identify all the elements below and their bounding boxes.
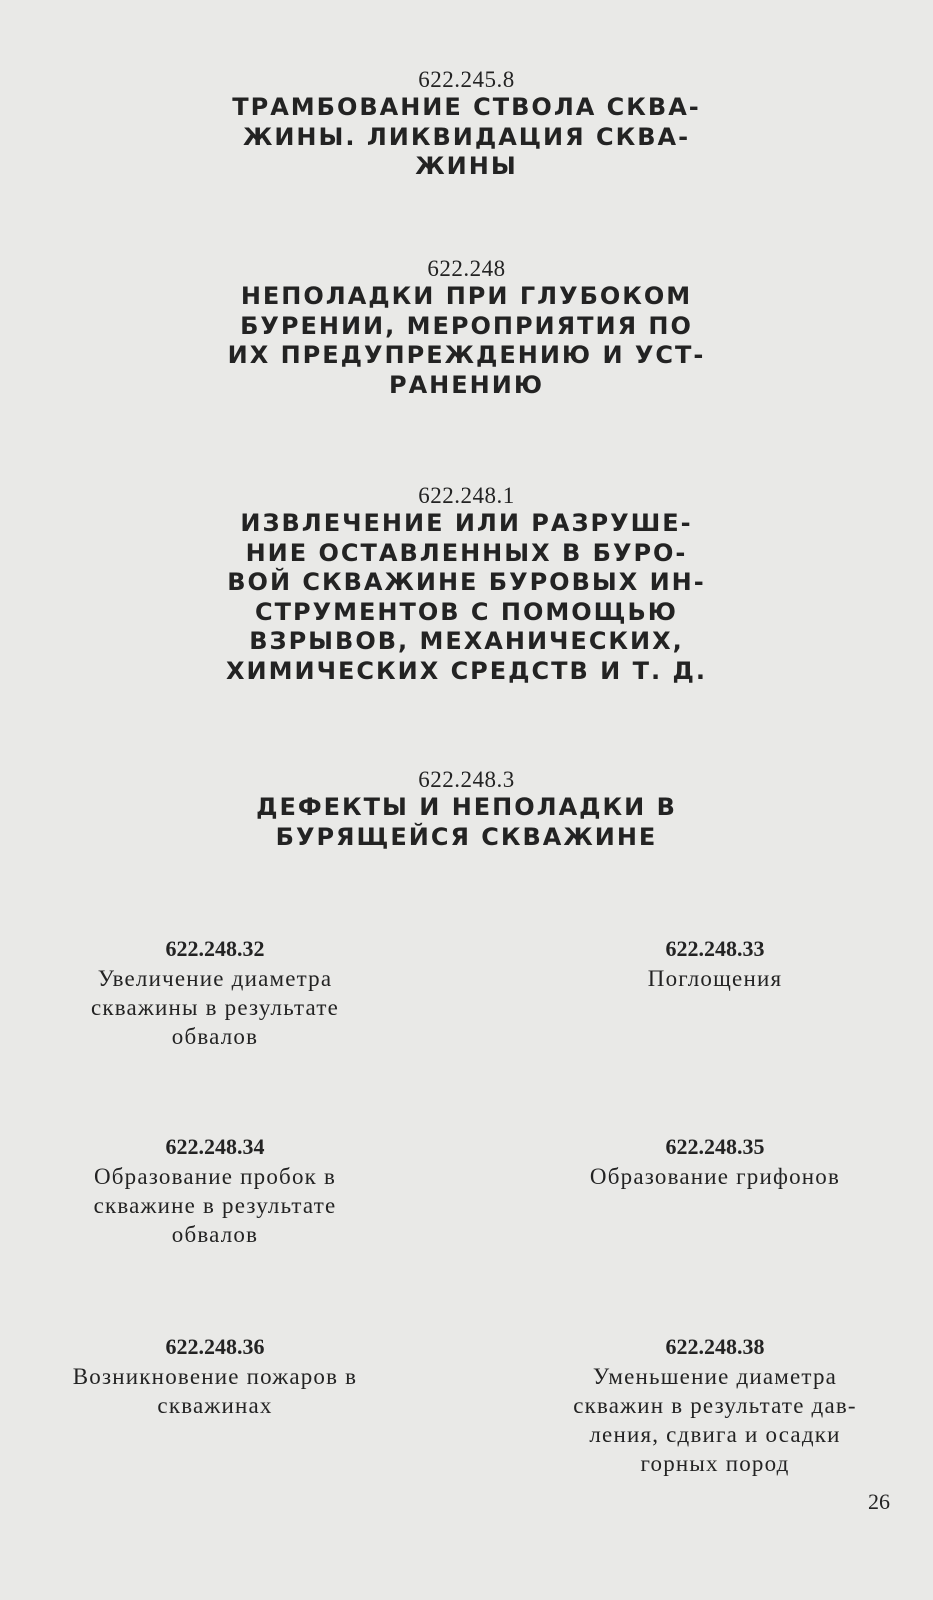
title-line: СТРУМЕНТОВ С ПОМОЩЬЮ — [255, 597, 678, 626]
entry-line: обвалов — [171, 1222, 259, 1247]
entry-line: скважинах — [157, 1393, 273, 1418]
page-number: 26 — [868, 1489, 890, 1514]
entry-line: Уменьшение диаметра — [592, 1364, 838, 1389]
entry-622-248-32 — [25, 934, 405, 1051]
entry-text — [525, 964, 905, 993]
section-622-248-1 — [0, 482, 933, 686]
entry-code: 622.248.33 — [665, 936, 765, 961]
section-title — [0, 509, 933, 686]
title-line: ЖИНЫ. ЛИКВИДАЦИЯ СКВА- — [242, 122, 691, 151]
entry-code: 622.248.36 — [165, 1334, 265, 1359]
title-line: НЕПОЛАДКИ ПРИ ГЛУБОКОМ — [240, 282, 693, 310]
section-title — [0, 793, 933, 852]
section-code: 622.248.3 — [418, 767, 515, 792]
section-code: 622.248.1 — [418, 483, 515, 508]
section-622-248 — [0, 255, 933, 400]
entry-line: Увеличение диаметра — [97, 966, 333, 991]
title-line: ЖИНЫ — [415, 152, 518, 180]
title-line: ВЗРЫВОВ, МЕХАНИЧЕСКИХ, — [249, 627, 684, 655]
title-line: ИХ ПРЕДУПРЕЖДЕНИЮ И УСТ- — [227, 341, 706, 369]
entry-line: скважины в результате — [90, 995, 340, 1020]
entry-text — [25, 1162, 405, 1249]
entry-line: Возникновение пожаров в — [72, 1364, 358, 1389]
entry-text — [525, 1162, 905, 1191]
entry-text — [25, 964, 405, 1051]
entry-622-248-33 — [525, 934, 905, 993]
entry-622-248-38 — [525, 1332, 905, 1478]
title-line: ИЗВЛЕЧЕНИЕ ИЛИ РАЗРУШЕ- — [240, 509, 693, 537]
entry-622-248-35 — [525, 1132, 905, 1191]
title-line: ТРАМБОВАНИЕ СТВОЛА СКВА- — [232, 93, 701, 121]
title-line: РАНЕНИЮ — [389, 370, 544, 399]
entry-line: Образование грифонов — [589, 1164, 841, 1189]
section-title — [0, 93, 933, 182]
title-line: ДЕФЕКТЫ И НЕПОЛАДКИ В — [256, 793, 677, 821]
title-line: НИЕ ОСТАВЛЕННЫХ В БУРО- — [245, 538, 688, 567]
entry-line: ления, сдвига и осадки — [589, 1422, 841, 1447]
entry-code: 622.248.35 — [665, 1134, 765, 1159]
entry-line: обвалов — [171, 1024, 259, 1049]
title-line: БУРЕНИИ, МЕРОПРИЯТИЯ ПО — [240, 311, 693, 340]
entry-622-248-34 — [25, 1132, 405, 1249]
entry-code: 622.248.38 — [665, 1334, 765, 1359]
entry-line: скважин в результате дав- — [573, 1393, 857, 1418]
section-code: 622.248 — [427, 256, 506, 281]
entry-line: скважине в результате — [93, 1193, 337, 1218]
section-622-248-3 — [0, 766, 933, 852]
entry-line: Поглощения — [647, 966, 783, 991]
entry-line: горных пород — [640, 1451, 790, 1476]
section-code: 622.245.8 — [418, 67, 515, 92]
entry-code: 622.248.32 — [165, 936, 265, 961]
title-line: БУРЯЩЕЙСЯ СКВАЖИНЕ — [275, 822, 658, 851]
entry-text — [25, 1362, 405, 1420]
title-line: ВОЙ СКВАЖИНЕ БУРОВЫХ ИН- — [227, 568, 706, 596]
entry-622-248-36 — [25, 1332, 405, 1420]
section-622-245-8 — [0, 66, 933, 182]
entry-code: 622.248.34 — [165, 1134, 265, 1159]
entry-line: Образование пробок в — [93, 1164, 337, 1189]
entry-text — [525, 1362, 905, 1478]
section-title — [0, 282, 933, 400]
title-line: ХИМИЧЕСКИХ СРЕДСТВ И Т. Д. — [226, 656, 707, 685]
